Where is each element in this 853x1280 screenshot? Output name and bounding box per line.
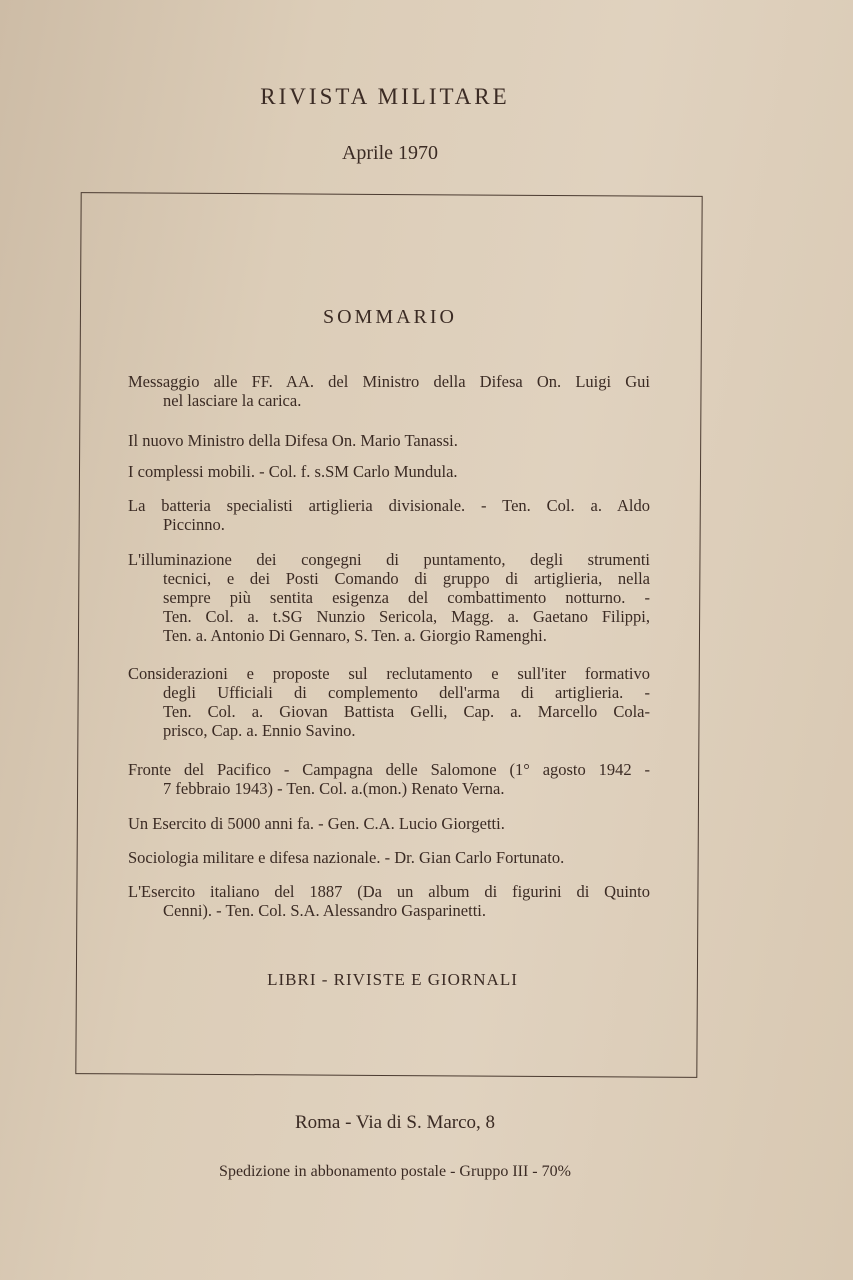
- entry-line: Cenni). - Ten. Col. S.A. Alessandro Gasparinetti.: [163, 901, 486, 920]
- entry-line: La batteria specialisti artiglieria divisionale. - Ten. Col. a. Aldo: [128, 496, 650, 515]
- contents-entry: [128, 462, 650, 481]
- contents-entry: [128, 760, 650, 798]
- entry-line: I complessi mobili. - Col. f. s.SM Carlo Mundula.: [128, 462, 458, 481]
- entry-line: prisco, Cap. a. Ennio Savino.: [163, 721, 356, 740]
- contents-entry: [128, 882, 650, 920]
- publisher-address: Roma - Via di S. Marco, 8: [294, 1112, 496, 1133]
- entry-line: 7 febbraio 1943) - Ten. Col. a.(mon.) Renato Verna.: [163, 779, 505, 798]
- entry-line: Ten. Col. a. Giovan Battista Gelli, Cap. a. Marcello Cola-: [163, 702, 650, 721]
- contents-entry: [128, 848, 650, 867]
- entry-line: degli Ufficiali di complemento dell'arma di artiglieria. -: [163, 683, 650, 702]
- entry-line: Sociologia militare e difesa nazionale. - Dr. Gian Carlo Fortunato.: [128, 848, 565, 867]
- entry-line: Piccinno.: [163, 515, 225, 534]
- contents-heading: SOMMARIO: [322, 306, 458, 328]
- entry-line: Considerazioni e proposte sul reclutamento e sull'iter formativo: [128, 664, 650, 683]
- entry-line: sempre più sentita esigenza del combattimento notturno. -: [163, 588, 650, 607]
- entry-line: Un Esercito di 5000 anni fa. - Gen. C.A. Lucio Giorgetti.: [128, 814, 505, 833]
- entry-line: L'illuminazione dei congegni di puntamento, degli strumenti: [128, 550, 650, 569]
- contents-entry: [128, 814, 650, 833]
- entry-line: L'Esercito italiano del 1887 (Da un album di figurini di Quinto: [128, 882, 650, 901]
- entry-line: Il nuovo Ministro della Difesa On. Mario Tanassi.: [128, 431, 458, 450]
- issue-date: Aprile 1970: [341, 142, 439, 164]
- contents-entry: [128, 664, 650, 740]
- magazine-title: RIVISTA MILITARE: [260, 84, 510, 109]
- entry-line: tecnici, e dei Posti Comando di gruppo di artiglieria, nella: [163, 569, 650, 588]
- contents-entry: [128, 496, 650, 534]
- entry-line: Ten. Col. a. t.SG Nunzio Sericola, Magg. a. Gaetano Filippi,: [163, 607, 650, 626]
- contents-entry: [128, 372, 650, 410]
- postal-notice: Spedizione in abbonamento postale - Gruppo III - 70%: [219, 1163, 571, 1180]
- entry-line: nel lasciare la carica.: [163, 391, 302, 410]
- section-books: LIBRI - RIVISTE E GIORNALI: [267, 970, 518, 989]
- contents-entry: [128, 550, 650, 645]
- entry-line: Ten. a. Antonio Di Gennaro, S. Ten. a. Giorgio Ramenghi.: [163, 626, 547, 645]
- contents-entry: [128, 431, 650, 450]
- entry-line: Fronte del Pacifico - Campagna delle Salomone (1° agosto 1942 -: [128, 760, 650, 779]
- entry-line: Messaggio alle FF. AA. del Ministro della Difesa On. Luigi Gui: [128, 372, 650, 391]
